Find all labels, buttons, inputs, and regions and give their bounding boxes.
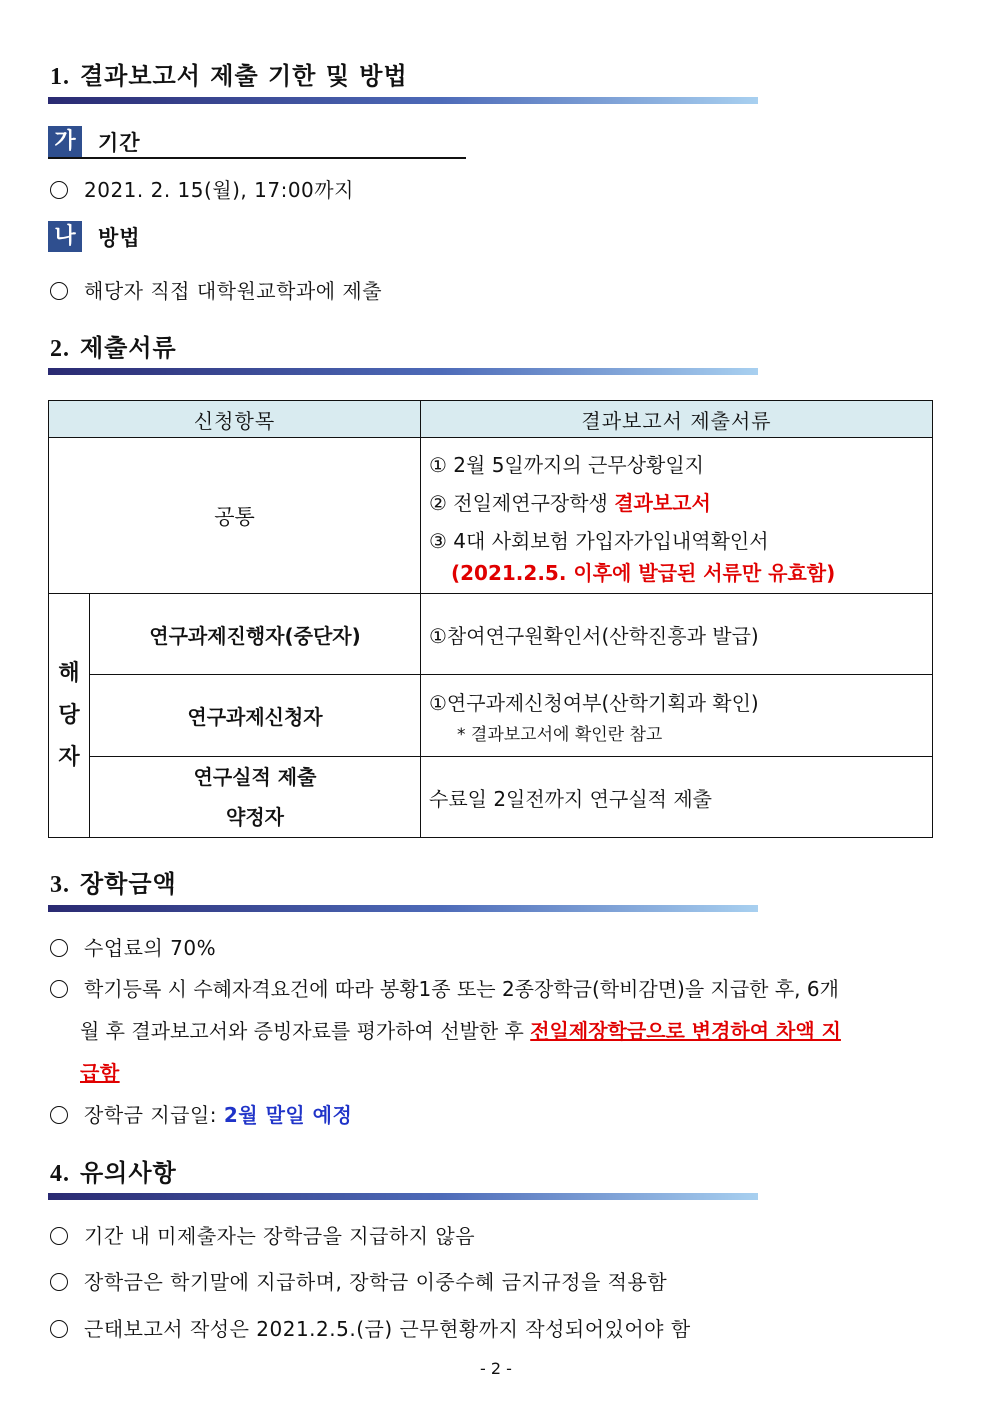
row-2-doc-note: * 결과보고서에 확인란 참고 xyxy=(457,724,663,745)
method-text: 해당자 직접 대학원교학과에 제출 xyxy=(84,279,383,303)
section-3-text: 장학금액 xyxy=(80,870,177,898)
amount-item-2-line-3 xyxy=(80,1057,120,1086)
amount-item-2-line-2 xyxy=(80,1015,841,1044)
target-group-char-2: 당 xyxy=(58,702,80,728)
period-item xyxy=(50,174,354,203)
circle-bullet-icon xyxy=(50,1106,68,1124)
header-required-docs: 결과보고서 제출서류 xyxy=(421,401,933,438)
section-1-bar xyxy=(48,97,758,104)
section-2-bar xyxy=(48,368,758,375)
section-4-bar xyxy=(48,1193,758,1200)
circle-bullet-icon xyxy=(50,1227,68,1245)
subheading-period-label: 기간 xyxy=(98,130,141,155)
circle-bullet-icon xyxy=(50,980,68,998)
row-2-doc xyxy=(421,675,933,757)
target-group-char-1: 해 xyxy=(58,660,80,686)
page-number: - 2 - xyxy=(480,1359,512,1378)
section-3-title xyxy=(50,864,177,899)
amount-item-3 xyxy=(50,1099,352,1128)
amount-item-1 xyxy=(50,932,216,961)
circle-bullet-icon xyxy=(50,1320,68,1338)
section-1-text: 결과보고서 제출 기한 및 방법 xyxy=(80,62,408,90)
note-item-3 xyxy=(50,1313,691,1342)
note-item-2-text: 장학금은 학기말에 지급하며, 장학금 이중수혜 금지규정을 적용함 xyxy=(84,1270,668,1294)
amount-item-2-line-1: 학기등록 시 수혜자격요건에 따라 봉황1종 또는 2종장학금(학비감면)을 지급한 후, 6개 xyxy=(84,977,839,1001)
row-3-label-line-2: 약정자 xyxy=(226,805,284,829)
subheading-method-box: 나 xyxy=(48,221,82,252)
common-doc-3: ③ 4대 사회보험 가입자가입내역확인서 xyxy=(429,528,769,553)
row-1-label: 연구과제진행자(중단자) xyxy=(90,594,421,675)
row-1-doc: ①참여연구원확인서(산학진흥과 발급) xyxy=(421,594,933,675)
section-2-text: 제출서류 xyxy=(80,334,177,362)
period-text: 2021. 2. 15(월), 17:00까지 xyxy=(84,178,354,202)
note-item-3-text: 근태보고서 작성은 2021.2.5.(금) 근무현황까지 작성되어있어야 함 xyxy=(84,1317,691,1341)
row-2-label: 연구과제신청자 xyxy=(90,675,421,757)
method-item xyxy=(50,275,382,304)
section-1-number: 1. xyxy=(50,64,70,90)
amount-item-2-line-2-text: 월 후 결과보고서와 증빙자료를 평가하여 선발한 후 xyxy=(80,1019,531,1043)
target-group-char-3: 자 xyxy=(58,744,80,770)
amount-item-3-blue: 2월 말일 예정 xyxy=(223,1103,353,1127)
circle-bullet-icon xyxy=(50,939,68,957)
section-4-title xyxy=(50,1153,177,1188)
circle-bullet-icon xyxy=(50,282,68,300)
subheading-period xyxy=(48,126,466,159)
amount-item-2 xyxy=(50,973,839,1002)
common-docs xyxy=(421,438,933,594)
common-doc-2 xyxy=(429,484,924,522)
section-1-title xyxy=(50,56,408,91)
target-group-label xyxy=(49,594,90,838)
note-item-1 xyxy=(50,1220,475,1249)
circle-bullet-icon xyxy=(50,181,68,199)
section-2-number: 2. xyxy=(50,336,70,362)
common-label: 공통 xyxy=(49,438,421,594)
note-item-2 xyxy=(50,1266,667,1295)
subheading-method xyxy=(48,221,466,252)
section-4-number: 4. xyxy=(50,1161,70,1187)
common-doc-1: ① 2월 5일까지의 근무상황일지 xyxy=(429,452,704,477)
section-3-bar xyxy=(48,905,758,912)
section-3-number: 3. xyxy=(50,872,70,898)
amount-item-3-text: 장학금 지급일: xyxy=(84,1103,224,1127)
section-2-title xyxy=(50,328,177,363)
common-doc-2-text: ② 전일제연구장학생 xyxy=(429,490,615,515)
documents-table xyxy=(48,400,933,838)
row-2-doc-text: ①연구과제신청여부(산학기획과 확인) xyxy=(429,690,759,715)
common-doc-2-red: 결과보고서 xyxy=(614,490,711,515)
row-3-label-line-1: 연구실적 제출 xyxy=(193,765,317,789)
subheading-method-label: 방법 xyxy=(98,225,141,250)
row-3-label xyxy=(90,757,421,838)
amount-item-2-line-3-red: 급함 xyxy=(80,1061,120,1085)
section-4-text: 유의사항 xyxy=(80,1159,177,1187)
header-application-item: 신청항목 xyxy=(49,401,421,438)
circle-bullet-icon xyxy=(50,1273,68,1291)
amount-item-1-text: 수업료의 70% xyxy=(84,936,217,960)
subheading-period-box: 가 xyxy=(48,126,82,157)
common-doc-3-note: (2021.2.5. 이후에 발급된 서류만 유효함) xyxy=(451,560,836,585)
amount-item-2-line-2-red: 전일제장학금으로 변경하여 차액 지 xyxy=(530,1019,841,1043)
note-item-1-text: 기간 내 미제출자는 장학금을 지급하지 않음 xyxy=(84,1224,476,1248)
row-3-doc: 수료일 2일전까지 연구실적 제출 xyxy=(421,757,933,838)
